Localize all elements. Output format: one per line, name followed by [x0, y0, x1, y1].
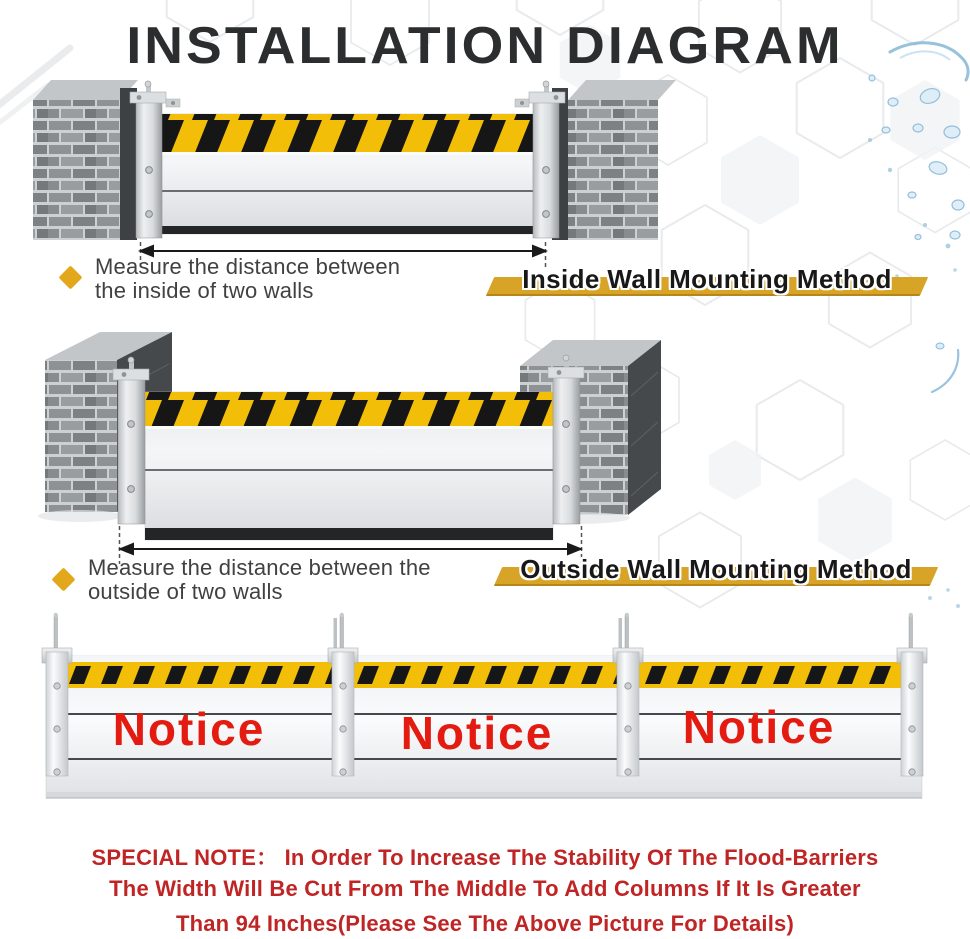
diagram-inside-mounting [33, 80, 676, 270]
post-bracket [529, 92, 565, 103]
brick-wall-right [552, 80, 676, 240]
caption-outside [88, 556, 431, 604]
post-pin-head [128, 357, 134, 363]
post-screw [146, 167, 153, 174]
wall-shadow [38, 510, 122, 522]
method-banner-outside [498, 554, 934, 588]
bracket-bolt [557, 370, 562, 375]
caption-line: Measure the distance between the [88, 555, 431, 580]
mounting-post-right [548, 355, 584, 524]
post-screw [146, 211, 153, 218]
post-screw [543, 211, 550, 218]
caption-line: the inside of two walls [95, 278, 314, 303]
caption-line: outside of two walls [88, 579, 283, 604]
post-screw [128, 421, 135, 428]
notice-label: Notice [682, 701, 836, 753]
special-note-line: Than 94 Inches(Please See The Above Picture For Details) [175, 911, 795, 936]
post-bracket [130, 92, 166, 103]
page-title: INSTALLATION DIAGRAM [126, 17, 844, 75]
post-screw [128, 486, 135, 493]
caption-line: Measure the distance between [95, 254, 401, 279]
method-label: Inside Wall Mounting Method [522, 264, 892, 294]
post-screw [543, 167, 550, 174]
panel-highlight [162, 152, 533, 155]
wall-front-face [33, 100, 120, 240]
post-pin-head [563, 355, 569, 361]
special-note-line: SPECIAL NOTE： In Order To Increase The Stability Of The Flood-Barriers [91, 845, 879, 870]
panel-bottom-edge [46, 792, 922, 798]
wall-front-face [568, 100, 658, 240]
wall-inner-face [120, 88, 137, 240]
arrowhead-left-icon [118, 543, 134, 556]
special-note-line: The Width Will Be Cut From The Middle To Add Columns If It Is Greater [109, 876, 861, 901]
bracket-bolt [122, 372, 127, 377]
panel-bottom-strip [162, 226, 533, 234]
post-bracket [548, 367, 584, 378]
panel-highlight [145, 426, 553, 429]
wall-front-face [45, 360, 117, 512]
post-bracket [113, 369, 149, 380]
flood-barrier-outside [113, 355, 584, 540]
brick-wall-left [33, 80, 138, 240]
post-body [118, 374, 145, 524]
bracket-bolt [137, 95, 142, 100]
notice-label: Notice [112, 703, 266, 755]
post-screw [563, 421, 570, 428]
caption-inside [95, 255, 400, 303]
panel-top-lip [46, 656, 922, 662]
hazard-stripe [46, 666, 922, 684]
post-body [553, 372, 580, 524]
post-rod [619, 618, 623, 652]
mounting-post-left [113, 357, 149, 524]
flood-barrier-inside [130, 81, 565, 238]
hazard-stripe [162, 114, 533, 152]
method-label: Outside Wall Mounting Method [520, 554, 912, 584]
anchor-bolt [520, 101, 524, 105]
barrier-post [897, 613, 927, 776]
wall-top-face [568, 80, 676, 100]
post-pin-head [543, 81, 549, 87]
bracket-bolt [554, 95, 559, 100]
panel-bottom-strip [145, 528, 553, 540]
notice-label: Notice [400, 707, 554, 759]
post-screw [563, 486, 570, 493]
diagram-outside-mounting [38, 332, 661, 564]
hazard-stripe [145, 392, 553, 426]
post-rod [334, 618, 338, 652]
post-pin-head [145, 81, 151, 87]
method-banner-inside [490, 264, 924, 298]
wall-side-face [628, 340, 661, 515]
arrowhead-right-icon [532, 245, 548, 258]
anchor-bolt [171, 101, 175, 105]
